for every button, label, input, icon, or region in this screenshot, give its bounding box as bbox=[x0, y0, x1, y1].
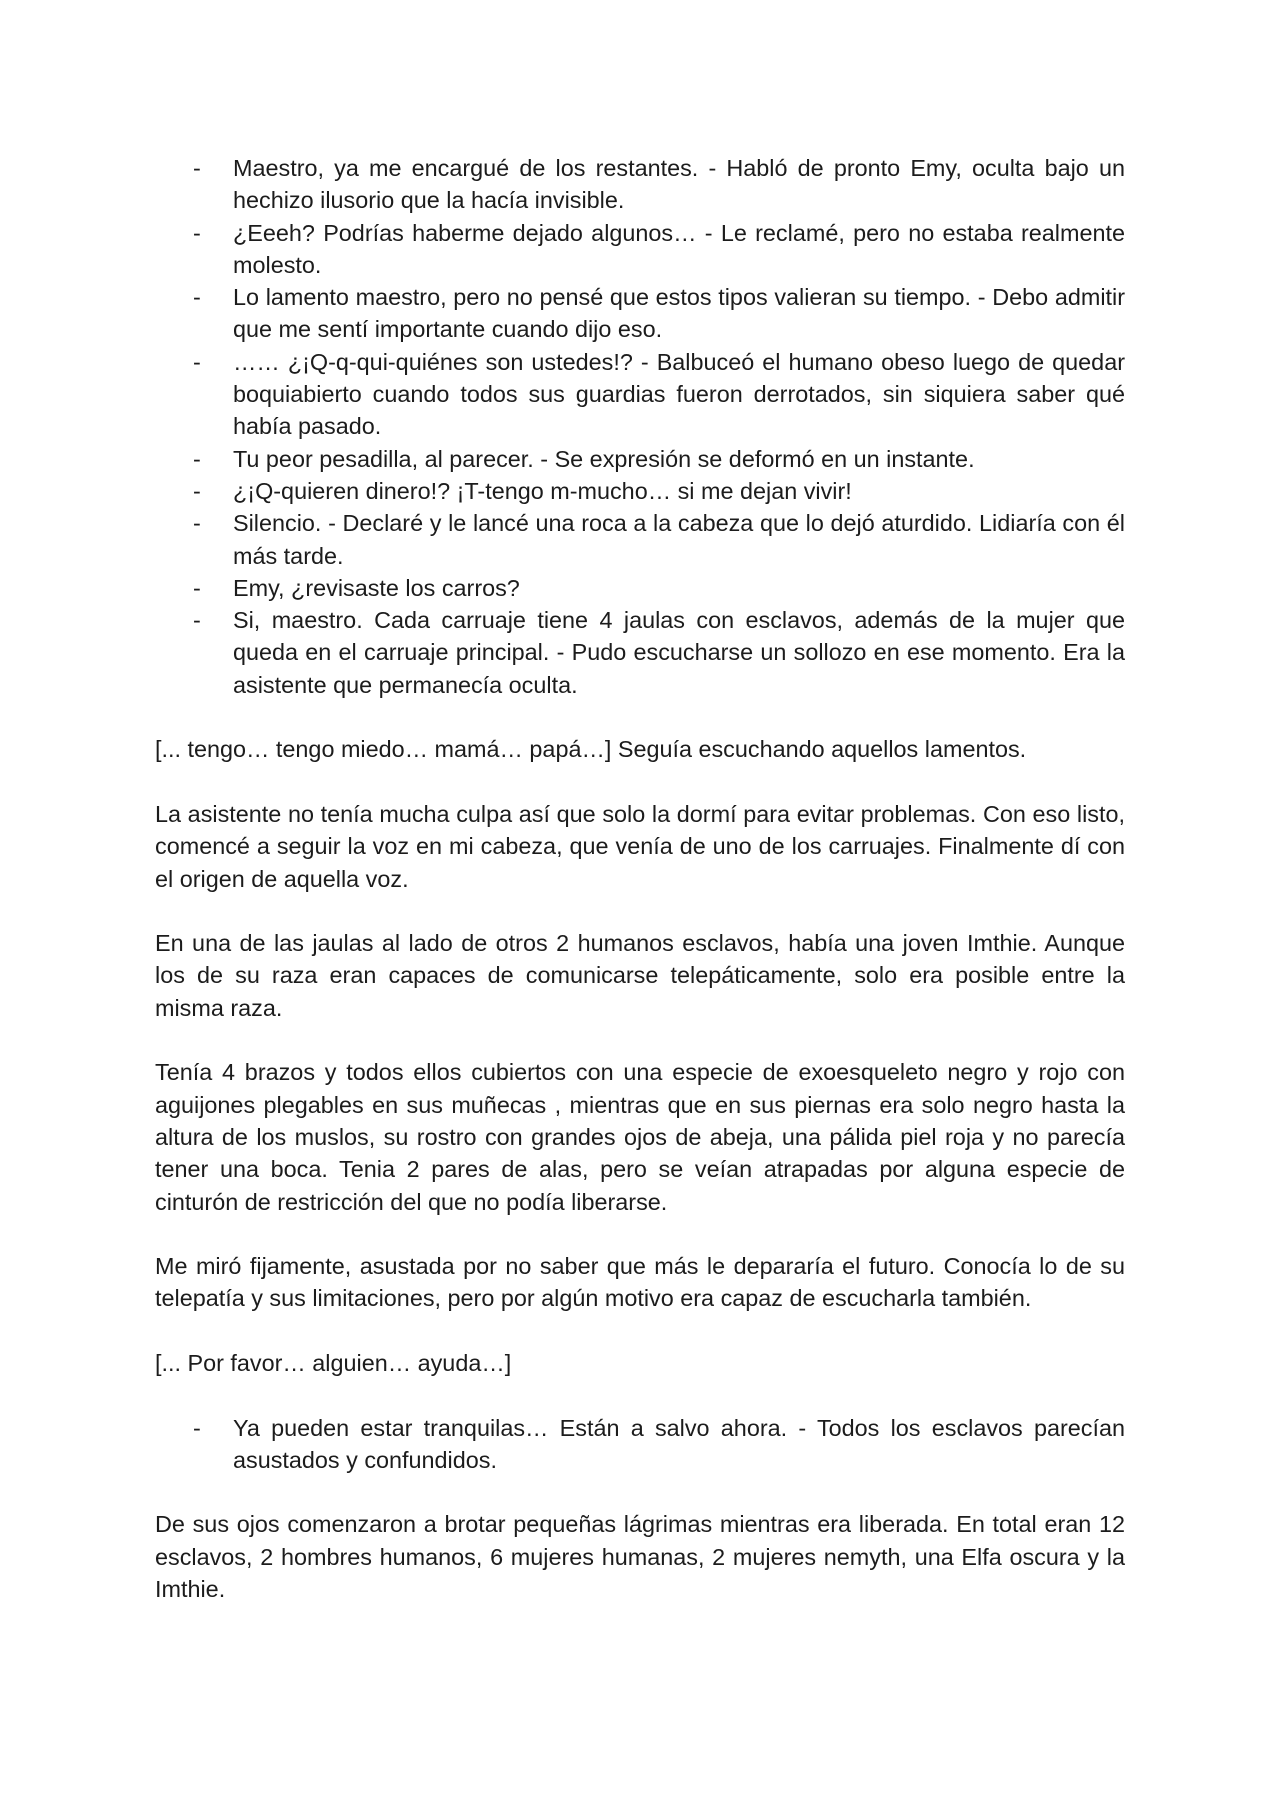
dialogue-line bbox=[155, 507, 1125, 572]
dialogue-line bbox=[155, 217, 1125, 282]
narrative-paragraph: [... tengo… tengo miedo… mamá… papá…] Seguía escuchando aquellos lamentos. bbox=[155, 736, 1027, 763]
narrative-paragraph: [... Por favor… alguien… ayuda…] bbox=[155, 1349, 512, 1376]
dialogue-text: ¿Eeeh? Podrías haberme dejado algunos… - Le reclamé, pero no estaba realmente molesto. bbox=[233, 219, 1125, 278]
dialogue-dash: - bbox=[193, 607, 201, 634]
dialogue-text: Si, maestro. Cada carruaje tiene 4 jaulas con esclavos, además de la mujer que queda en el carruaje principal. - Pudo escucharse un sollozo en ese momento. Era la asistente que permanecía oculta. bbox=[233, 607, 1125, 698]
dialogue-line bbox=[155, 1412, 1125, 1477]
dialogue-dash: - bbox=[193, 477, 201, 504]
narrative-paragraph: En una de las jaulas al lado de otros 2 humanos esclavos, había una joven Imthie. Aunque los de su raza eran capaces de comunicarse telepáticamente, solo era posible entre la misma raza. bbox=[155, 930, 1125, 1021]
dialogue-line bbox=[155, 152, 1125, 217]
narrative-paragraph: De sus ojos comenzaron a brotar pequeñas lágrimas mientras era liberada. En total eran 12 esclavos, 2 hombres humanos, 6 mujeres humanas, 2 mujeres nemyth, una Elfa oscura y la Imthie. bbox=[155, 1511, 1125, 1603]
dialogue-text: Silencio. - Declaré y le lancé una roca a la cabeza que lo dejó aturdido. Lidiaría con él más tarde. bbox=[233, 510, 1125, 569]
narrative-paragraph: La asistente no tenía mucha culpa así que solo la dormí para evitar problemas. Con eso listo, comencé a seguir la voz en mi cabeza, que venía de uno de los carruajes. Finalmente dí con el origen de aquella voz. bbox=[155, 800, 1125, 892]
dialogue-text: Ya pueden estar tranquilas… Están a salvo ahora. - Todos los esclavos parecían asustados y confundidos. bbox=[233, 1414, 1125, 1473]
dialogue-text: …… ¿¡Q-q-qui-quiénes son ustedes!? - Balbuceó el humano obeso luego de quedar boquiabierto cuando todos sus guardias fueron derrotados, sin siquiera saber qué había pasado. bbox=[233, 348, 1125, 440]
dialogue-line bbox=[155, 443, 1125, 475]
dialogue-dash: - bbox=[193, 510, 201, 537]
dialogue-line bbox=[155, 281, 1125, 346]
dialogue-text: Tu peor pesadilla, al parecer. - Se expresión se deformó en un instante. bbox=[233, 445, 975, 472]
narrative-paragraph: Tenía 4 brazos y todos ellos cubiertos con una especie de exoesqueleto negro y rojo con aguijones plegables en sus muñecas , mientras que en sus piernas era solo negro hasta la altura de los muslos, su rostro con grandes ojos de abeja, una pálida piel roja y no parecía tener una boca. Tenia 2 pares de alas, pero se veían atrapadas por alguna especie de cinturón de restricción del que no podía liberarse. bbox=[155, 1059, 1125, 1215]
document-page bbox=[155, 152, 1125, 1605]
dialogue-line bbox=[155, 572, 1125, 604]
dialogue-text: ¿¡Q-quieren dinero!? ¡T-tengo m-mucho… si me dejan vivir! bbox=[233, 477, 852, 504]
dialogue-dash: - bbox=[193, 155, 201, 181]
dialogue-list bbox=[155, 152, 1125, 701]
dialogue-text: Emy, ¿revisaste los carros? bbox=[233, 574, 520, 601]
dialogue-dash: - bbox=[193, 284, 201, 311]
dialogue-line bbox=[155, 604, 1125, 701]
dialogue-text: Maestro, ya me encargué de los restantes. - Habló de pronto Emy, oculta bajo un hechizo ilusorio que la hacía invisible. bbox=[233, 155, 1125, 214]
dialogue-dash: - bbox=[193, 1414, 201, 1441]
dialogue-dash: - bbox=[193, 574, 201, 601]
dialogue-text: Lo lamento maestro, pero no pensé que estos tipos valieran su tiempo. - Debo admitir que me sentí importante cuando dijo eso. bbox=[233, 284, 1125, 343]
dialogue-dash: - bbox=[193, 348, 201, 375]
dialogue-list bbox=[155, 1412, 1125, 1477]
dialogue-dash: - bbox=[193, 219, 201, 246]
dialogue-line bbox=[155, 475, 1125, 507]
narrative-paragraph: Me miró fijamente, asustada por no saber que más le depararía el futuro. Conocía lo de su telepatía y sus limitaciones, pero por algún motivo era capaz de escucharla también. bbox=[155, 1253, 1125, 1312]
dialogue-line bbox=[155, 346, 1125, 443]
dialogue-dash: - bbox=[193, 445, 201, 472]
